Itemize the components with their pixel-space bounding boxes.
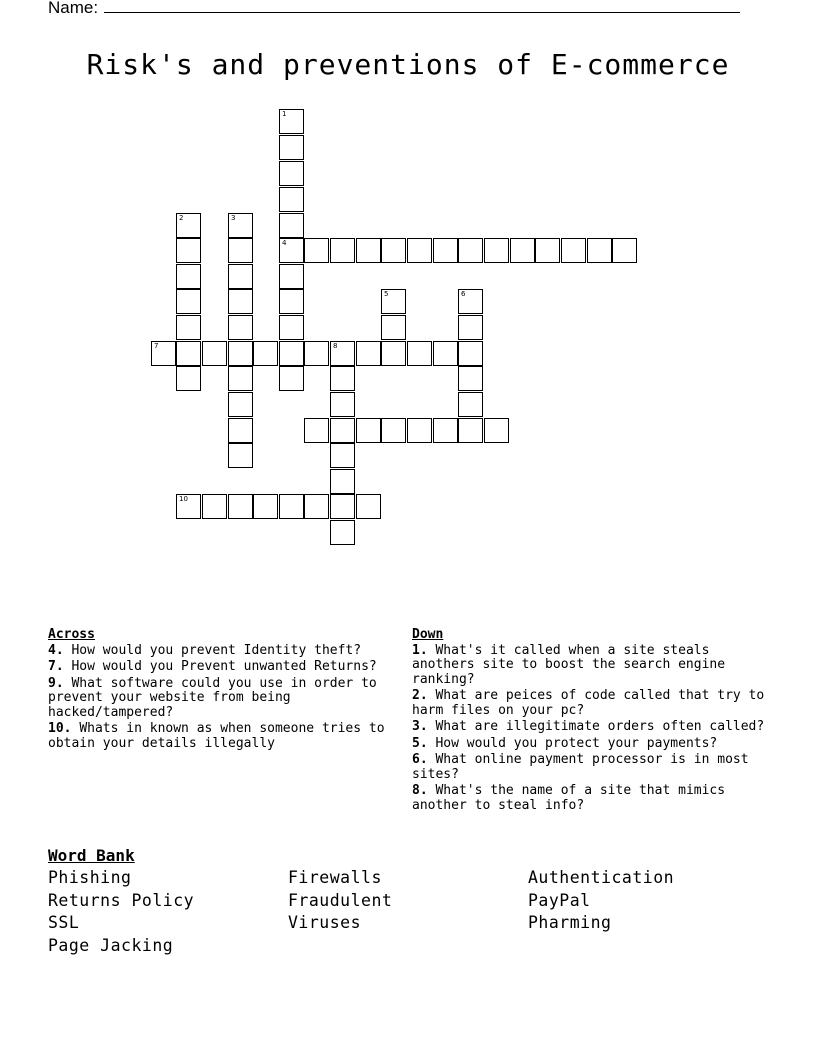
crossword-cell (228, 366, 253, 391)
crossword-cell (330, 392, 355, 417)
crossword-cell (330, 469, 355, 494)
cell-number: 4 (282, 239, 287, 247)
crossword-cell (458, 341, 483, 366)
clue-text: What's the name of a site that mimics another to steal info? (412, 783, 726, 813)
crossword-cell (176, 494, 201, 519)
clue-number: 7. (48, 659, 64, 674)
down-clue (412, 753, 768, 782)
crossword-cell (381, 341, 406, 366)
crossword-cell (330, 366, 355, 391)
clue-number: 10. (48, 721, 72, 736)
word-bank-item: Returns Policy (48, 890, 195, 910)
crossword-cell (407, 341, 432, 366)
across-clue (48, 677, 404, 721)
crossword-cell (458, 366, 483, 391)
crossword-cell (356, 341, 381, 366)
word-bank-item: Pharming (528, 913, 612, 932)
crossword-cell (330, 238, 355, 263)
crossword-cell (279, 494, 304, 519)
clue-text: How would you protect your payments? (435, 735, 718, 751)
word-bank-item: Phishing (48, 868, 132, 887)
across-clue (48, 660, 404, 675)
crossword-cell (433, 238, 458, 263)
word-bank-list (48, 867, 768, 957)
word-bank-item: SSL (48, 913, 80, 932)
crossword-cell (279, 238, 304, 263)
clue-number: 8. (412, 783, 428, 798)
crossword-cell (458, 418, 483, 443)
crossword-cell (330, 418, 355, 443)
crossword-cell (279, 135, 304, 160)
clue-text: What's it called when a site steals anothers site to boost the search engine ranking? (412, 642, 726, 687)
crossword-cell (279, 109, 304, 134)
crossword-cell (279, 315, 304, 340)
cell-number: 6 (461, 290, 466, 298)
clue-number: 1. (412, 642, 428, 658)
crossword-cell (176, 315, 201, 340)
crossword-cell (176, 366, 201, 391)
crossword-cell (407, 238, 432, 263)
down-clue (412, 720, 768, 735)
clue-text: What are peices of code called that try to harm files on your pc? (412, 688, 765, 718)
crossword-cell (176, 264, 201, 289)
crossword-cell (228, 238, 253, 263)
crossword-cell (304, 238, 329, 263)
across-clue (48, 644, 404, 659)
down-clue (412, 784, 768, 813)
crossword-cell (228, 443, 253, 468)
crossword-cell (304, 494, 329, 519)
crossword-cell (484, 238, 509, 263)
crossword-cell (176, 289, 201, 314)
cell-number: 7 (154, 342, 159, 350)
word-bank-item: Authentication (528, 868, 675, 887)
crossword-cell (228, 315, 253, 340)
crossword-cell (304, 341, 329, 366)
clue-text: Whats in known as when someone tries to obtain your details illegally (48, 721, 385, 751)
clue-text: How would you prevent Identity theft? (71, 642, 362, 658)
clue-number: 2. (412, 688, 428, 703)
cell-number: 5 (384, 290, 389, 298)
across-clues (48, 628, 404, 753)
crossword-cell (202, 494, 227, 519)
word-bank-heading: Word Bank (48, 846, 135, 865)
crossword-cell (381, 289, 406, 314)
crossword-cell (176, 238, 201, 263)
crossword-cell (279, 213, 304, 238)
crossword-cell (151, 341, 176, 366)
crossword-cell (176, 213, 201, 238)
crossword-cell (202, 341, 227, 366)
crossword-cell (535, 238, 560, 263)
crossword-cell (228, 494, 253, 519)
clue-number: 4. (48, 642, 64, 658)
across-clue (48, 722, 404, 751)
crossword-cell (433, 418, 458, 443)
crossword-cell (458, 315, 483, 340)
crossword-cell (458, 238, 483, 263)
crossword-cell (381, 418, 406, 443)
name-label: Name: (48, 0, 99, 17)
crossword-cell (330, 341, 355, 366)
crossword-cell (228, 213, 253, 238)
word-bank-item: Page Jacking (48, 935, 174, 955)
crossword-cell (330, 494, 355, 519)
crossword-cell (279, 187, 304, 212)
cell-number: 1 (282, 110, 287, 118)
crossword-cell (228, 264, 253, 289)
clue-number: 6. (412, 752, 428, 767)
down-clue (412, 689, 768, 718)
crossword-cell (228, 341, 253, 366)
down-clue (412, 644, 768, 688)
crossword-cell (458, 289, 483, 314)
crossword-cell (510, 238, 535, 263)
crossword-cell (330, 520, 355, 545)
crossword-cell (484, 418, 509, 443)
crossword-cell (253, 341, 278, 366)
crossword-cell (253, 494, 278, 519)
crossword-cell (356, 494, 381, 519)
clue-text: What software could you use in order to prevent your website from being hacked/tampered? (48, 675, 377, 720)
crossword-cell (612, 238, 637, 263)
cell-number: 2 (179, 214, 184, 222)
crossword-cell (228, 418, 253, 443)
down-heading: Down (412, 627, 444, 642)
word-bank-item: Firewalls (288, 868, 382, 887)
crossword-cell (279, 366, 304, 391)
word-bank-item: PayPal (528, 890, 591, 910)
crossword-cell (279, 264, 304, 289)
clue-number: 3. (412, 719, 428, 734)
down-clues (412, 628, 768, 815)
down-clue (412, 737, 768, 752)
clue-text: What are illegitimate orders often called? (435, 719, 765, 734)
cell-number: 10 (179, 495, 188, 503)
crossword-cell (304, 418, 329, 443)
cell-number: 3 (231, 214, 236, 222)
crossword-cell (356, 238, 381, 263)
crossword-cell (279, 161, 304, 186)
page-title: Risk's and preventions of E-commerce (86, 48, 730, 81)
crossword-cell (407, 418, 432, 443)
crossword-cell (330, 443, 355, 468)
crossword-cell (356, 418, 381, 443)
crossword-cell (433, 341, 458, 366)
crossword-cell (228, 289, 253, 314)
word-bank-item: Viruses (288, 913, 362, 932)
clue-number: 9. (48, 675, 64, 691)
crossword-cell (279, 289, 304, 314)
crossword-cell (587, 238, 612, 263)
crossword-cell (381, 238, 406, 263)
word-bank (48, 846, 768, 957)
crossword-cell (381, 315, 406, 340)
crossword-cell (458, 392, 483, 417)
clue-text: How would you Prevent unwanted Returns? (71, 659, 377, 674)
crossword-cell (561, 238, 586, 263)
clue-text: What online payment processor is in most sites? (412, 752, 749, 782)
crossword-cell (176, 341, 201, 366)
cell-number: 8 (333, 342, 338, 350)
across-heading: Across (48, 627, 95, 642)
crossword-cell (279, 341, 304, 366)
clue-number: 5. (412, 735, 428, 751)
crossword-cell (228, 392, 253, 417)
word-bank-item: Fraudulent (288, 890, 393, 910)
